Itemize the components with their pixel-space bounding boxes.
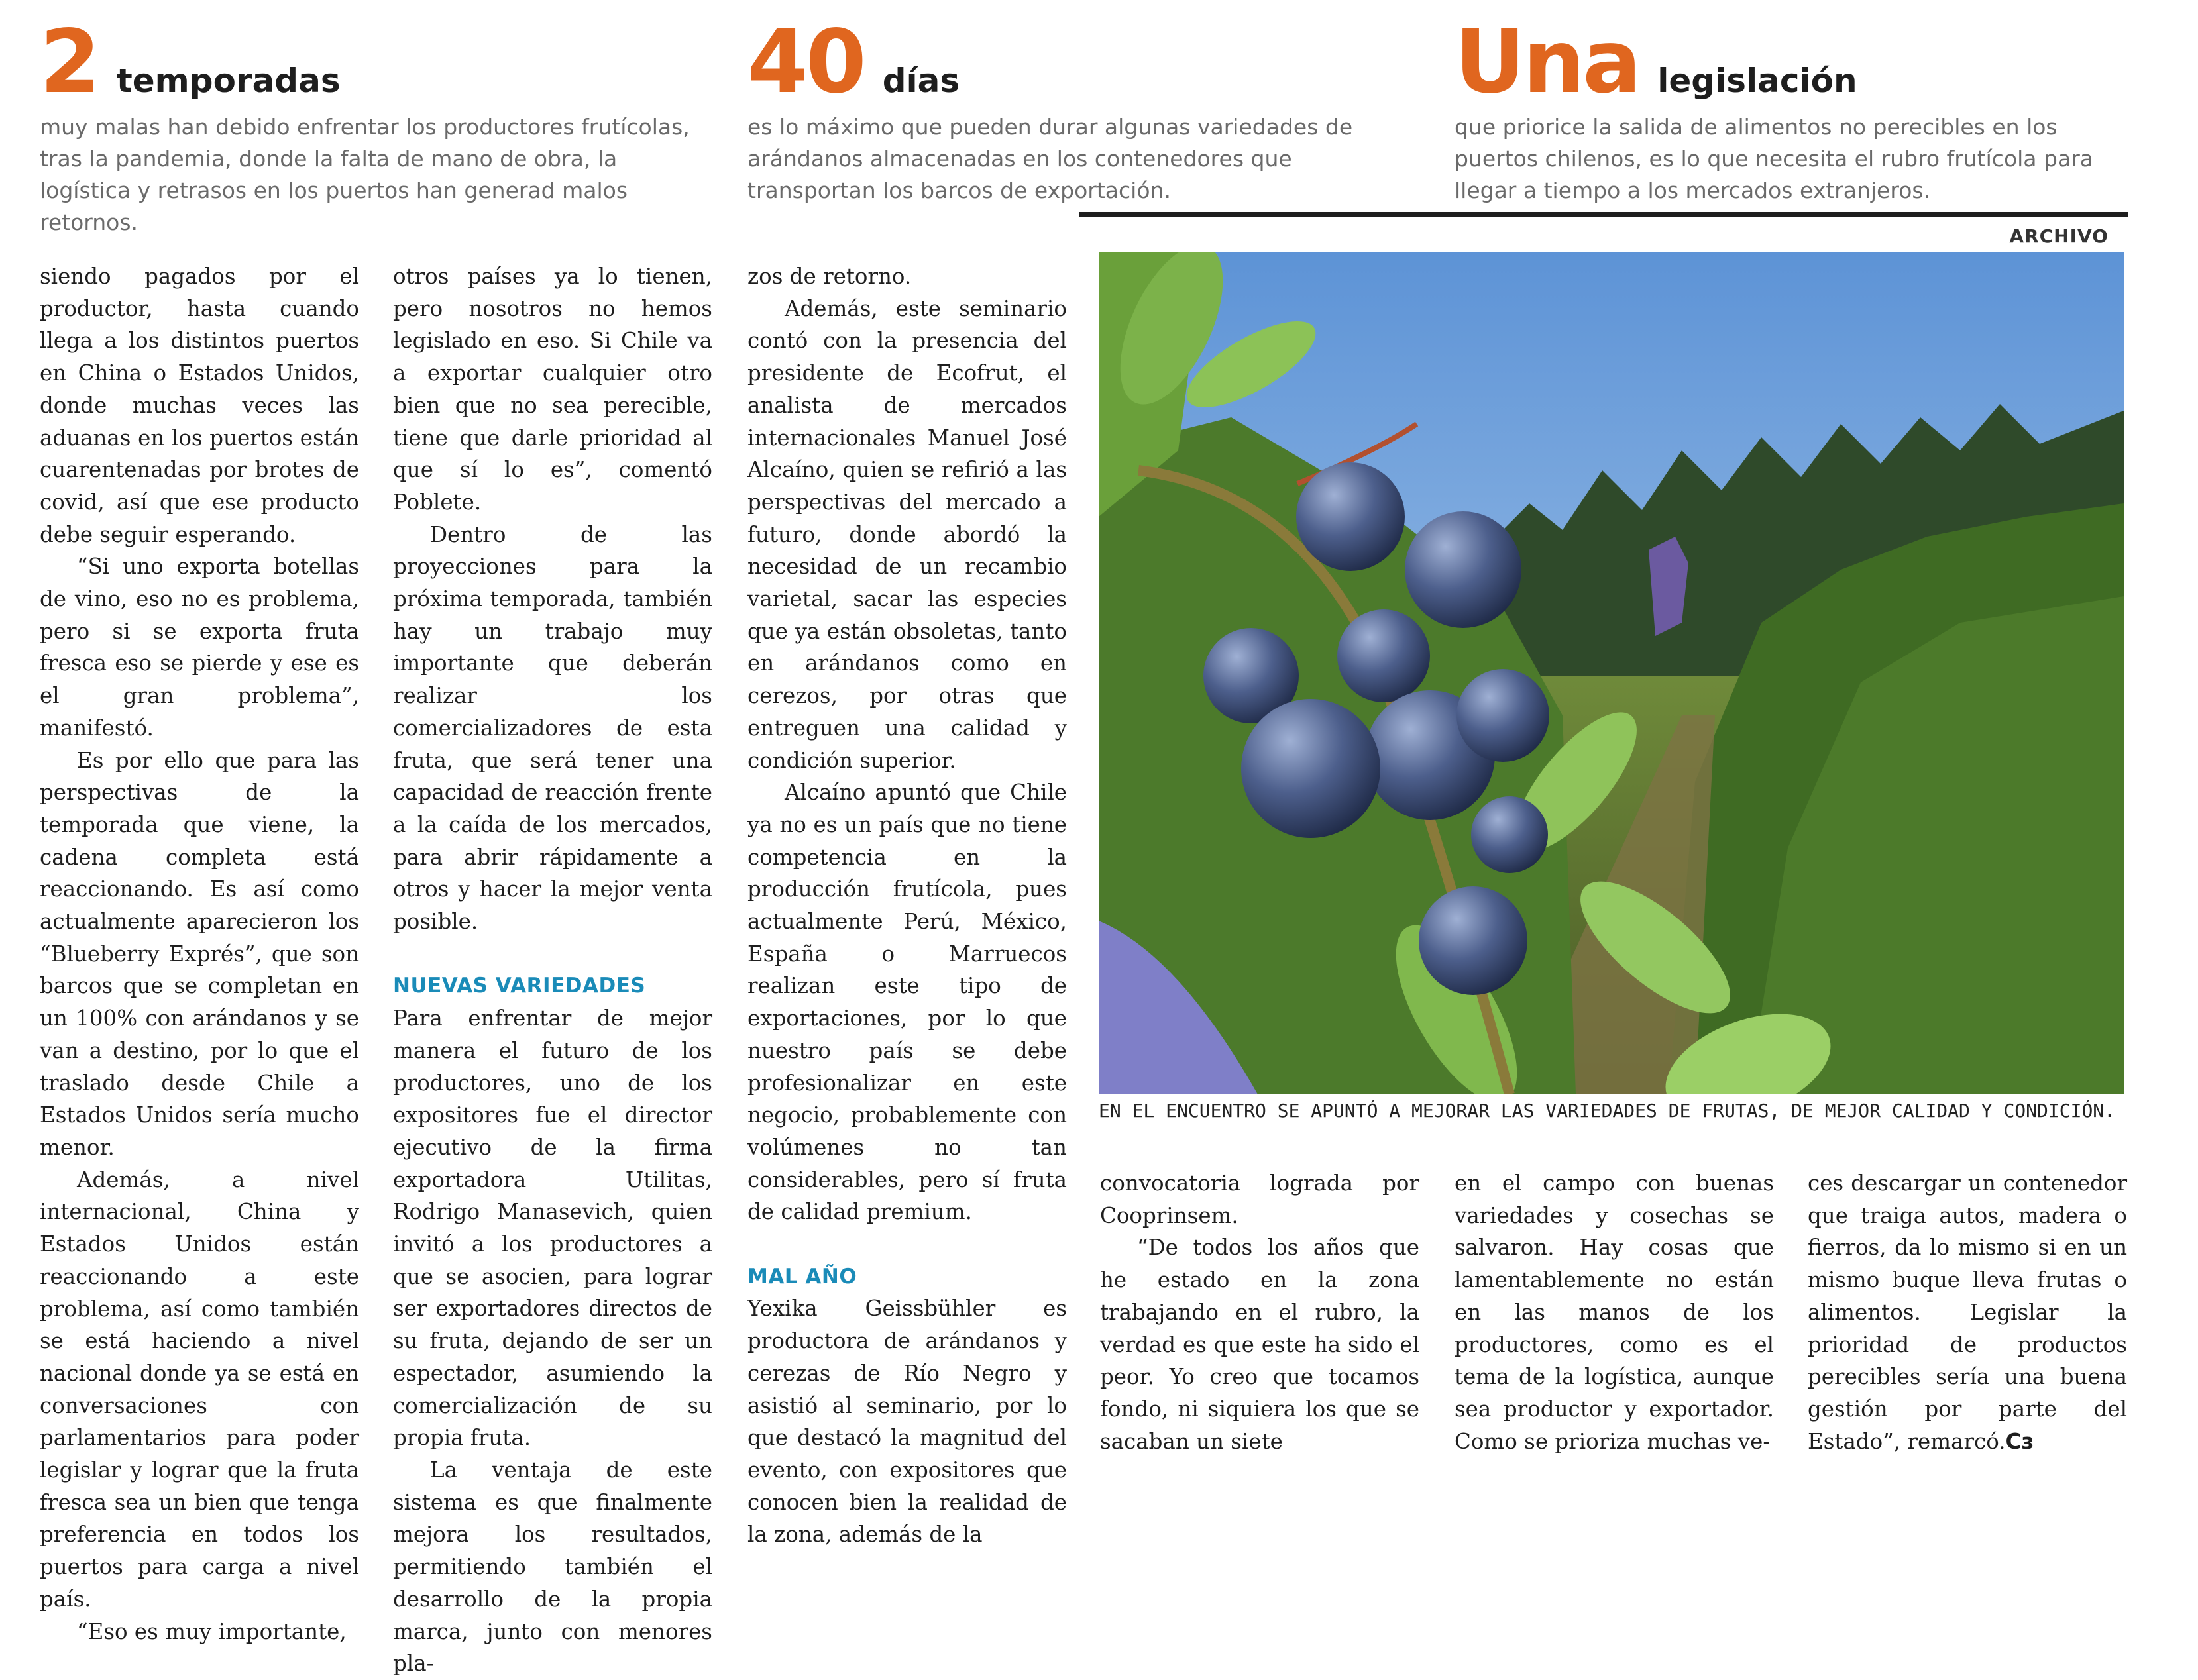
paragraph: zos de retorno. [747, 264, 912, 289]
paragraph: siendo pagados por el productor, hasta cuando llega a los distintos puertos en China o Estados Unidos, donde muchas veces las aduanas en los puertos están cuarentenadas por brotes de covid, así que ese producto debe seguir esperando. [40, 264, 359, 547]
stat-text: muy malas han debido enfrentar los productores frutícolas, tras la pandemia, donde la falta de mano de obra, la logística y retrasos en los puertos han generad malos retornos. [40, 114, 690, 235]
paragraph: Para enfrentar de mejor manera el futuro de los productores, uno de los expositores fue el director ejecutivo de la firma exportadora Utilitas, Rodrigo Manasevich, quien invitó a los productores a que se asocien, para lograr ser exportadores directos de su fruta, dejando de ser un espectador, asumiendo la comercialización de su propia fruta. [393, 1006, 712, 1451]
stat-word: días [882, 62, 960, 100]
photo-credit: ARCHIVO [2009, 225, 2109, 247]
paragraph: Alcaíno apuntó que Chile ya no es un país que no tiene competencia en la producción frutícola, pues actualmente Perú, México, España o Marruecos realizan este tipo de exportaciones, por lo que nuestro país se debe profesionalizar en este negocio, probablemente con volúmenes no tan considerables, pero sí fruta de calidad premium. [747, 780, 1067, 1225]
stat-dias [747, 11, 1410, 207]
article-column-5 [1455, 1167, 1774, 1457]
paragraph-text: ces descargar un contenedor que traiga autos, madera o fierros, da lo mismo si en un mismo buque lleva frutas o alimentos. Legislar la prioridad de productos perecibles sería una buena gestión por parte del Estado”, remarcó. [1808, 1171, 2127, 1454]
stat-number: 2 [40, 11, 98, 113]
stat-number: Una [1455, 11, 1639, 113]
paragraph: convocatoria lograda por Cooprinsem. [1100, 1171, 1419, 1228]
stat-legislacion [1455, 11, 2117, 207]
paragraph: Yexika Geissbühler es productora de arándanos y cerezas de Río Negro y asistió al seminario, por lo que destacó la magnitud del evento, con expositores que conocen bien la realidad de la zona, además de la [747, 1296, 1067, 1548]
paragraph [1808, 1167, 2127, 1457]
article-column-2 [393, 260, 712, 1680]
stat-number: 40 [747, 11, 864, 113]
photo-caption: EN EL ENCUENTRO SE APUNTÓ A MEJORAR LAS VARIEDADES DE FRUTAS, DE MEJOR CALIDAD Y CONDICIÓN. [1099, 1100, 2116, 1122]
paragraph: “De todos los años que he estado en la zona trabajando en el rubro, la verdad es que este ha sido el peor. Yo creo que tocamos fondo, ni siquiera los que se sacaban un siete [1100, 1235, 1419, 1454]
paragraph: “Si uno exporta botellas de vino, eso no es problema, pero si se exporta fruta fresca eso se pierde y ese es el gran problema”, manifestó. [40, 554, 359, 741]
subhead-nuevas-variedades: NUEVAS VARIEDADES [393, 974, 646, 998]
stat-text: es lo máximo que pueden durar algunas variedades de arándanos almacenadas en los contenedores que transportan los barcos de exportación. [747, 114, 1353, 203]
section-rule [1079, 212, 2128, 217]
stat-word: temporadas [116, 62, 341, 100]
article-column-6 [1808, 1167, 2127, 1457]
paragraph: en el campo con buenas variedades y cosechas se salvaron. Hay cosas que lamentablemente no están en las manos de los productores, como es el tema de la logística, aunque sea productor y exportador. Como se prioriza muchas ve- [1455, 1171, 1774, 1454]
paragraph: “Eso es muy importante, [77, 1618, 347, 1644]
paragraph: Además, a nivel internacional, China y Estados Unidos están reaccionando a este problema, así como también se está haciendo a nivel nacional donde ya se está en conversaciones con parlamentarios para poder legislar y lograr que la fruta fresca sea un bien que tenga preferencia en todos los puertos para carga a nivel país. [40, 1167, 359, 1612]
stat-word: legislación [1657, 62, 1857, 100]
article-column-1 [40, 260, 359, 1648]
paragraph: Además, este seminario contó con la presencia del presidente de Ecofrut, el analista de mercados internacionales Manuel José Alcaíno, quien se refirió a las perspectivas del mercado a futuro, donde abordó la necesidad de un recambio varietal, sacar las especies que ya están obsoletas, tanto en arándanos como en cerezos, por otras que entreguen una calidad y condición superior. [747, 295, 1067, 773]
stat-temporadas [40, 11, 702, 238]
paragraph: otros países ya lo tienen, pero nosotros no hemos legislado en eso. Si Chile va a exportar cualquier otro bien que no sea perecible, tiene que darle prioridad al que sí lo es”, comentó Poblete. [393, 264, 712, 515]
blueberry-photo-image [1099, 252, 2124, 1094]
paragraph: Dentro de las proyecciones para la próxima temporada, también hay un trabajo muy importante que deberán realizar los comercializadores de esta fruta, que será tener una capacidad de reacción frente a la caída de los mercados, para abrir rápidamente a otros y hacer la mejor venta posible. [393, 521, 712, 935]
paragraph: La ventaja de este sistema es que finalmente mejora los resultados, permitiendo también el desarrollo de la propia marca, junto con menores pla- [393, 1457, 712, 1677]
paragraph: Es por ello que para las perspectivas de la temporada que viene, la cadena completa está reaccionando. Es así como actualmente aparecieron los “Blueberry Exprés”, que son barcos que se completan en un 100% con arándanos y se van a destino, por lo que el traslado desde Chile a Estados Unidos sería mucho menor. [40, 747, 359, 1160]
article-column-3 [747, 260, 1067, 1551]
stat-text: que priorice la salida de alimentos no perecibles en los puertos chilenos, es lo que necesita el rubro frutícola para llegar a tiempo a los mercados extranjeros. [1455, 114, 2093, 203]
subhead-mal-ano: MAL AÑO [747, 1264, 857, 1288]
article-column-4 [1100, 1167, 1419, 1457]
end-mark: Cз [2005, 1428, 2034, 1454]
blueberry-photo [1099, 252, 2124, 1094]
